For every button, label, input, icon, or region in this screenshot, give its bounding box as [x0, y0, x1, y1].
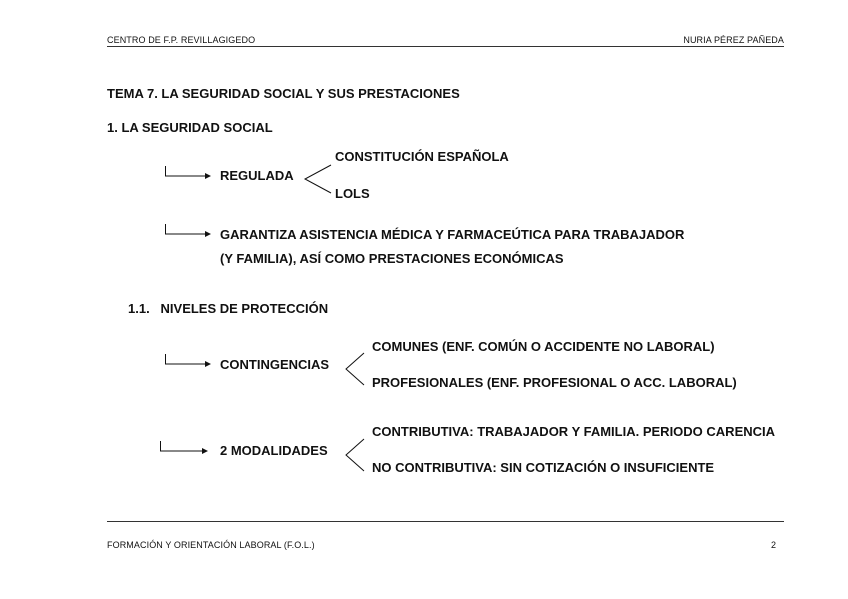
footer-left: FORMACIÓN Y ORIENTACIÓN LABORAL (F.O.L.) — [107, 540, 315, 550]
arrow-icon — [165, 166, 213, 180]
brace-icon — [344, 438, 366, 472]
header-right: NURIA PÉREZ PAÑEDA — [683, 35, 784, 45]
brace-icon — [344, 352, 366, 386]
garantiza-line2: (Y FAMILIA), ASÍ COMO PRESTACIONES ECONÓMICAS — [220, 251, 564, 266]
modalidades-option: CONTRIBUTIVA: TRABAJADOR Y FAMILIA. PERIODO CARENCIA — [372, 424, 776, 439]
contingencias-option: COMUNES (ENF. COMÚN O ACCIDENTE NO LABORAL) — [372, 339, 715, 354]
page-number: 2 — [771, 540, 777, 550]
brace-icon — [303, 164, 333, 194]
subsection-heading: 1.1. NIVELES DE PROTECCIÓN — [128, 301, 329, 316]
regulada-label: REGULADA — [220, 168, 294, 183]
garantiza-line1: GARANTIZA ASISTENCIA MÉDICA Y FARMACEÚTICA PARA TRABAJADOR — [220, 227, 685, 242]
header-left: CENTRO DE F.P. REVILLAGIGEDO — [107, 35, 256, 45]
contingencias-option: PROFESIONALES (ENF. PROFESIONAL O ACC. LABORAL) — [372, 375, 737, 390]
regulada-option: CONSTITUCIÓN ESPAÑOLA — [335, 149, 509, 164]
arrow-icon — [165, 224, 213, 238]
header-rule — [107, 46, 784, 47]
modalidades-label: 2 MODALIDADES — [220, 443, 328, 458]
footer-rule — [107, 521, 784, 522]
page-title: TEMA 7. LA SEGURIDAD SOCIAL Y SUS PRESTACIONES — [107, 86, 460, 101]
modalidades-option: NO CONTRIBUTIVA: SIN COTIZACIÓN O INSUFICIENTE — [372, 460, 715, 475]
section-heading: 1. LA SEGURIDAD SOCIAL — [107, 120, 273, 135]
regulada-option: LOLS — [335, 186, 370, 201]
arrow-icon — [160, 441, 210, 455]
contingencias-label: CONTINGENCIAS — [220, 357, 330, 372]
arrow-icon — [165, 354, 213, 368]
